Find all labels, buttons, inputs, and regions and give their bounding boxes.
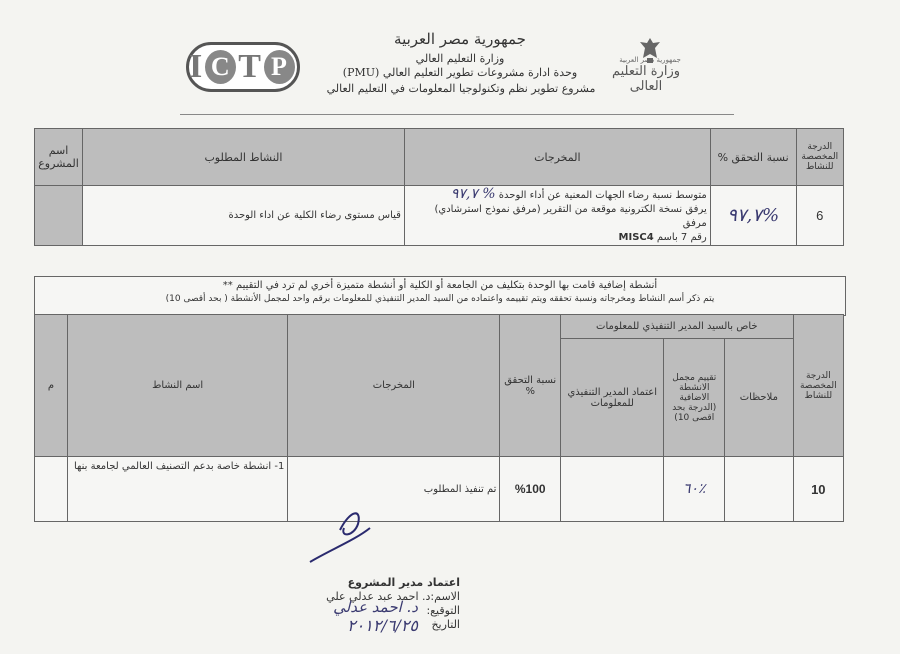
table-row (35, 457, 844, 522)
header-pmu: وحدة ادارة مشروعات تطوير التعليم العالي (PMU) (342, 66, 578, 79)
ministry-logo-text: وزارة التعليم العالى (611, 64, 681, 94)
col-percent: نسبة التحقق % (710, 129, 796, 186)
cell-outputs: تم تنفيذ المطلوب (288, 457, 500, 522)
cell-notes (725, 457, 794, 522)
table-row (35, 186, 844, 246)
col-activity-name: اسم النشاط (67, 315, 287, 457)
ictp-logo: I C T P (186, 42, 300, 92)
col-code: اسم المشروع (35, 129, 83, 186)
approval-name: الاسم:د. احمد عبد عدلي علي (326, 590, 460, 603)
sign-label: التوقيع: (426, 604, 460, 617)
col-evaluation: تقييم مجمل الانشطة الاضافية (الدرجة بحد اقصى 10) (664, 339, 725, 457)
cell-activity: 1- انشطة خاصة بدعم التصنيف العالمي لجامعة بنها (67, 457, 287, 522)
cell-approval (561, 457, 664, 522)
cell-evaluation: ٪٦٠ (664, 457, 725, 522)
outputs-line1: متوسط نسبة رضاء الجهات المعنية عن أداء الوحدة (498, 189, 707, 201)
col-degree: الدرجة المخصصة للنشاط (793, 315, 843, 457)
sign-value: د. احمد عدلي (333, 598, 418, 616)
cell-percent: %٩٧,٧ (710, 186, 796, 246)
col-outputs: المخرجات (288, 315, 500, 457)
date-value: ٢٠١٢/٦/٢٥ (347, 616, 418, 635)
header-ministry: وزارة التعليم العالي (415, 52, 505, 65)
required-activity-table (34, 128, 844, 246)
additional-activities-table (34, 314, 844, 522)
col-m: م (35, 315, 68, 457)
col-director-group: خاص بالسيد المدير التنفيذي للمعلومات (561, 315, 794, 339)
ministry-logo-small: جمهورية مصر العربية (619, 56, 681, 64)
col-outputs: المخرجات (404, 129, 710, 186)
cell-m (35, 457, 68, 522)
cell-degree: 6 (796, 186, 843, 246)
cell-percent: %100 (500, 457, 561, 522)
date-label: التاريخ (431, 618, 460, 631)
col-percent: نسبة التحقق % (500, 315, 561, 457)
signature-scribble-icon (300, 500, 380, 570)
note-line1: أنشطة إضافية قامت بها الوحدة بتكليف من الجامعة أو الكلية أو أنشطة متميزة أخري لم ترد في التقييم ** (222, 280, 658, 291)
cell-code (35, 186, 83, 246)
note-line2: يتم ذكر أسم النشاط ومخرجاته ونسبة تحققه ويتم تقييمه واعتماده من السيد المدير التنفيذي للمعلومات برقم واحد لمجمل الأنشطة ( بحد أقصى 10) (165, 294, 715, 304)
cell-degree: 10 (793, 457, 843, 522)
col-notes: ملاحظات (725, 339, 794, 457)
cell-activity: قياس مستوى رضاء الكلية عن اداء الوحدة (82, 186, 404, 246)
outputs-value: % ٩٧,٧ (450, 185, 496, 202)
outputs-line3: رقم 7 باسم (656, 231, 707, 243)
header-divider (180, 114, 734, 115)
header-project: مشروع تطوير نظم وتكنولوجيا المعلومات في التعليم العالي (326, 82, 596, 95)
col-approval: اعتماد المدير التنفيذي للمعلومات (561, 339, 664, 457)
additional-activities-note (34, 276, 846, 316)
header-republic: جمهورية مصر العربية (394, 30, 526, 48)
col-degree: الدرجة المخصصة للنشاط (796, 129, 843, 186)
outputs-line2: يرفق نسخة الكترونية موقعة من التقرير (مرفق نموذج استرشادي) مرفق (434, 203, 707, 229)
col-activity: النشاط المطلوب (82, 129, 404, 186)
outputs-code: MISC4 (618, 231, 654, 243)
approval-title: اعتماد مدير المشروع (347, 576, 460, 589)
cell-outputs (404, 186, 710, 246)
